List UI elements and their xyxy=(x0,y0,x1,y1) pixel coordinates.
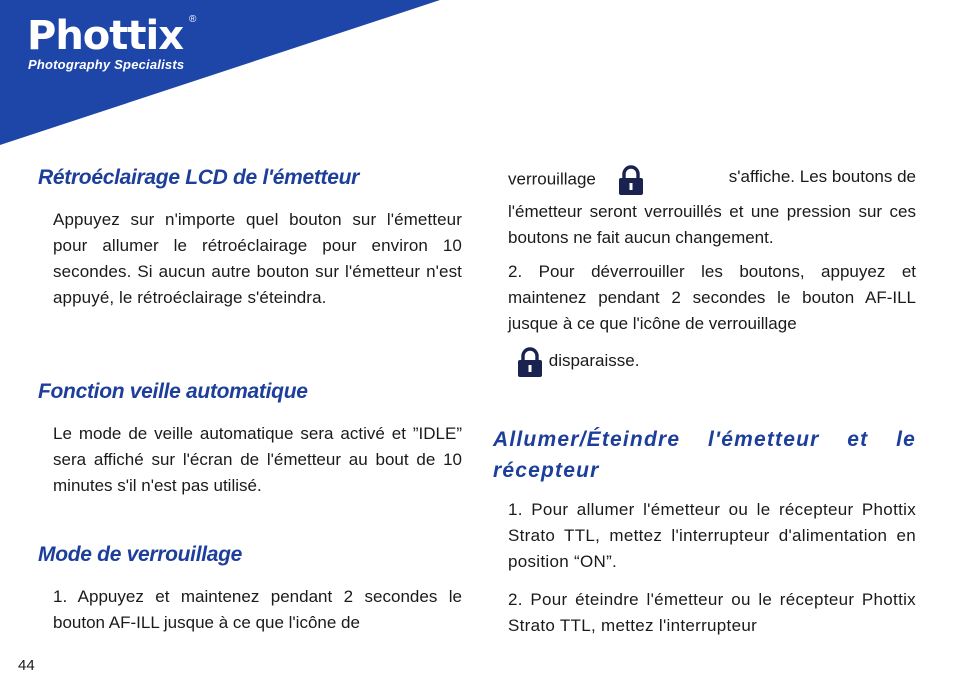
brand-tagline: Photography Specialists xyxy=(28,57,185,72)
paragraph-power-on: 1. Pour allumer l'émetteur ou le récepteur Phottix Strato TTL, mettez l'interrupteur d'alimentation en position “ON”. xyxy=(508,500,916,571)
heading-lcd-backlight: Rétroéclairage LCD de l'émetteur xyxy=(38,166,359,189)
lock-icon xyxy=(617,164,645,196)
paragraph-lock-rest: l'émetteur seront verrouillés et une pression sur ces boutons ne fait aucun changement. xyxy=(508,202,916,247)
lock-text-after: s'affiche. Les boutons de xyxy=(728,167,916,186)
unlock-text-end: disparaisse. xyxy=(548,351,640,370)
page-number: 44 xyxy=(18,657,35,674)
registered-mark: ® xyxy=(189,14,197,25)
heading-lock-mode: Mode de verrouillage xyxy=(38,543,243,566)
paragraph-auto-sleep: Le mode de veille automatique sera activé et ”IDLE” sera affiché sur l'écran de l'émetteur au bout de 10 minutes s'il n'est pas utilisé. xyxy=(53,424,462,495)
heading-power-on-off: Allumer/Éteindre l'émetteur et le récepteur xyxy=(493,428,916,482)
lock-text-before: verrouillage xyxy=(508,169,596,189)
unlock-line xyxy=(516,345,639,378)
lock-icon xyxy=(516,346,544,378)
brand-logo: Phottix xyxy=(27,13,184,59)
paragraph-power-off: 2. Pour éteindre l'émetteur ou le récepteur Phottix Strato TTL, mettez l'interrupteur xyxy=(508,590,916,635)
lock-line xyxy=(508,164,916,196)
paragraph-lock-step1: 1. Appuyez et maintenez pendant 2 secondes le bouton AF-ILL jusque à ce que l'icône de xyxy=(53,587,462,632)
paragraph-lcd-backlight: Appuyez sur n'importe quel bouton sur l'émetteur pour allumer le rétroéclairage pour environ 10 secondes. Si aucun autre bouton sur l'émetteur n'est appuyé, le rétroéclairage s'éteindra. xyxy=(53,210,462,307)
heading-auto-sleep: Fonction veille automatique xyxy=(38,380,308,403)
paragraph-unlock-step: 2. Pour déverrouiller les boutons, appuyez et maintenez pendant 2 secondes le bouton AF-ILL jusque à ce que l'icône de verrouillage xyxy=(508,262,916,333)
